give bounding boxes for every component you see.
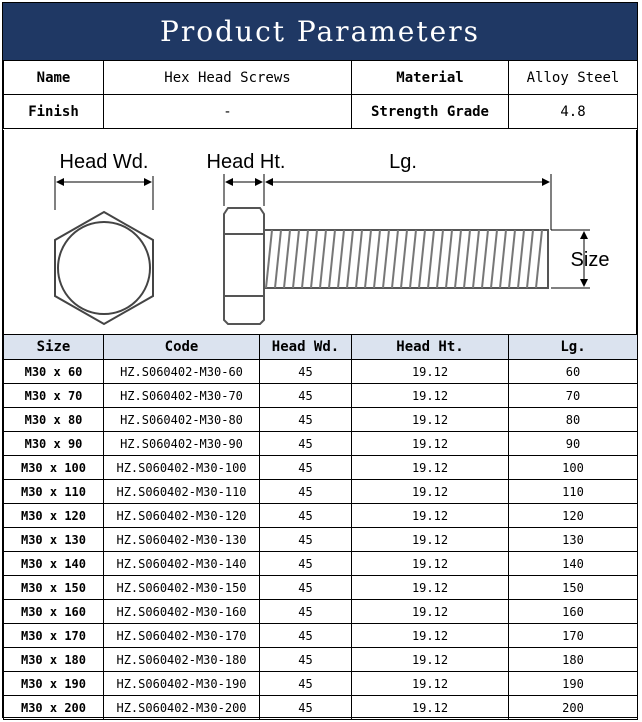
- size-cell: M30 x 200: [4, 696, 104, 720]
- head-wd-cell: 45: [260, 552, 352, 576]
- grade-label: Strength Grade: [352, 95, 509, 129]
- table-row: [4, 528, 638, 552]
- col-header-size: Size: [4, 335, 104, 360]
- finish-label: Finish: [4, 95, 104, 129]
- head-wd-cell: 45: [260, 432, 352, 456]
- size-cell: M30 x 130: [4, 528, 104, 552]
- head-ht-cell: 19.12: [352, 696, 509, 720]
- info-row-name: [4, 61, 638, 95]
- head-ht-cell: 19.12: [352, 648, 509, 672]
- length-cell: 70: [509, 384, 638, 408]
- info-row-finish: [4, 95, 638, 129]
- col-header-length: Lg.: [509, 335, 638, 360]
- table-row: [4, 600, 638, 624]
- table-row: [4, 408, 638, 432]
- table-row: [4, 672, 638, 696]
- table-row: [4, 384, 638, 408]
- name-value: Hex Head Screws: [104, 61, 352, 95]
- length-cell: 190: [509, 672, 638, 696]
- size-cell: M30 x 110: [4, 480, 104, 504]
- code-cell: HZ.S060402-M30-90: [104, 432, 260, 456]
- head-ht-cell: 19.12: [352, 432, 509, 456]
- head-ht-cell: 19.12: [352, 528, 509, 552]
- length-cell: 150: [509, 576, 638, 600]
- size-cell: M30 x 90: [4, 432, 104, 456]
- head-wd-cell: 45: [260, 696, 352, 720]
- material-value: Alloy Steel: [509, 61, 638, 95]
- code-cell: HZ.S060402-M30-180: [104, 648, 260, 672]
- code-cell: HZ.S060402-M30-70: [104, 384, 260, 408]
- head-ht-cell: 19.12: [352, 480, 509, 504]
- length-cell: 170: [509, 624, 638, 648]
- head-ht-cell: 19.12: [352, 552, 509, 576]
- size-cell: M30 x 170: [4, 624, 104, 648]
- code-cell: HZ.S060402-M30-200: [104, 696, 260, 720]
- length-cell: 120: [509, 504, 638, 528]
- code-cell: HZ.S060402-M30-60: [104, 360, 260, 384]
- size-cell: M30 x 180: [4, 648, 104, 672]
- length-cell: 110: [509, 480, 638, 504]
- length-cell: 140: [509, 552, 638, 576]
- screw-drawing: [3, 130, 637, 334]
- screw-diagram: [4, 130, 636, 334]
- code-cell: HZ.S060402-M30-130: [104, 528, 260, 552]
- size-cell: M30 x 190: [4, 672, 104, 696]
- length-label: Lg.: [389, 151, 417, 173]
- size-cell: M30 x 120: [4, 504, 104, 528]
- spec-table-body: [4, 360, 638, 720]
- code-cell: HZ.S060402-M30-100: [104, 456, 260, 480]
- code-cell: HZ.S060402-M30-140: [104, 552, 260, 576]
- code-cell: HZ.S060402-M30-160: [104, 600, 260, 624]
- size-cell: M30 x 160: [4, 600, 104, 624]
- info-table: [3, 60, 638, 129]
- code-cell: HZ.S060402-M30-110: [104, 480, 260, 504]
- head-wd-cell: 45: [260, 456, 352, 480]
- length-cell: 130: [509, 528, 638, 552]
- length-cell: 80: [509, 408, 638, 432]
- head-wd-cell: 45: [260, 408, 352, 432]
- head-ht-cell: 19.12: [352, 576, 509, 600]
- spec-header-row: [4, 335, 638, 360]
- table-row: [4, 432, 638, 456]
- table-row: [4, 696, 638, 720]
- head-wd-cell: 45: [260, 504, 352, 528]
- size-cell: M30 x 60: [4, 360, 104, 384]
- code-cell: HZ.S060402-M30-190: [104, 672, 260, 696]
- head-wd-label: Head Wd.: [59, 151, 149, 173]
- head-ht-cell: 19.12: [352, 624, 509, 648]
- head-wd-cell: 45: [260, 600, 352, 624]
- col-header-head-wd: Head Wd.: [260, 335, 352, 360]
- size-cell: M30 x 70: [4, 384, 104, 408]
- size-label: Size: [570, 249, 610, 271]
- head-wd-cell: 45: [260, 624, 352, 648]
- length-cell: 90: [509, 432, 638, 456]
- head-wd-cell: 45: [260, 360, 352, 384]
- table-row: [4, 576, 638, 600]
- head-ht-cell: 19.12: [352, 408, 509, 432]
- head-ht-cell: 19.12: [352, 504, 509, 528]
- table-row: [4, 360, 638, 384]
- head-ht-cell: 19.12: [352, 384, 509, 408]
- head-wd-cell: 45: [260, 576, 352, 600]
- head-ht-cell: 19.12: [352, 672, 509, 696]
- table-row: [4, 648, 638, 672]
- length-cell: 100: [509, 456, 638, 480]
- code-cell: HZ.S060402-M30-120: [104, 504, 260, 528]
- size-cell: M30 x 80: [4, 408, 104, 432]
- table-row: [4, 504, 638, 528]
- hex-head-outline: [55, 212, 153, 324]
- size-cell: M30 x 100: [4, 456, 104, 480]
- size-cell: M30 x 150: [4, 576, 104, 600]
- code-cell: HZ.S060402-M30-150: [104, 576, 260, 600]
- head-wd-cell: 45: [260, 384, 352, 408]
- col-header-head-ht: Head Ht.: [352, 335, 509, 360]
- head-wd-cell: 45: [260, 672, 352, 696]
- table-row: [4, 480, 638, 504]
- bolt-head-side: [224, 208, 264, 324]
- head-wd-cell: 45: [260, 480, 352, 504]
- size-cell: M30 x 140: [4, 552, 104, 576]
- code-cell: HZ.S060402-M30-80: [104, 408, 260, 432]
- page-title: Product Parameters: [3, 3, 637, 60]
- table-row: [4, 624, 638, 648]
- head-ht-cell: 19.12: [352, 360, 509, 384]
- head-wd-cell: 45: [260, 528, 352, 552]
- length-cell: 200: [509, 696, 638, 720]
- col-header-code: Code: [104, 335, 260, 360]
- finish-value: -: [104, 95, 352, 129]
- length-cell: 160: [509, 600, 638, 624]
- head-ht-label: Head Ht.: [206, 151, 286, 173]
- table-row: [4, 552, 638, 576]
- head-ht-cell: 19.12: [352, 600, 509, 624]
- code-cell: HZ.S060402-M30-170: [104, 624, 260, 648]
- material-label: Material: [352, 61, 509, 95]
- grade-value: 4.8: [509, 95, 638, 129]
- name-label: Name: [4, 61, 104, 95]
- length-cell: 180: [509, 648, 638, 672]
- spec-table: [3, 334, 638, 720]
- length-cell: 60: [509, 360, 638, 384]
- table-row: [4, 456, 638, 480]
- head-ht-cell: 19.12: [352, 456, 509, 480]
- head-wd-cell: 45: [260, 648, 352, 672]
